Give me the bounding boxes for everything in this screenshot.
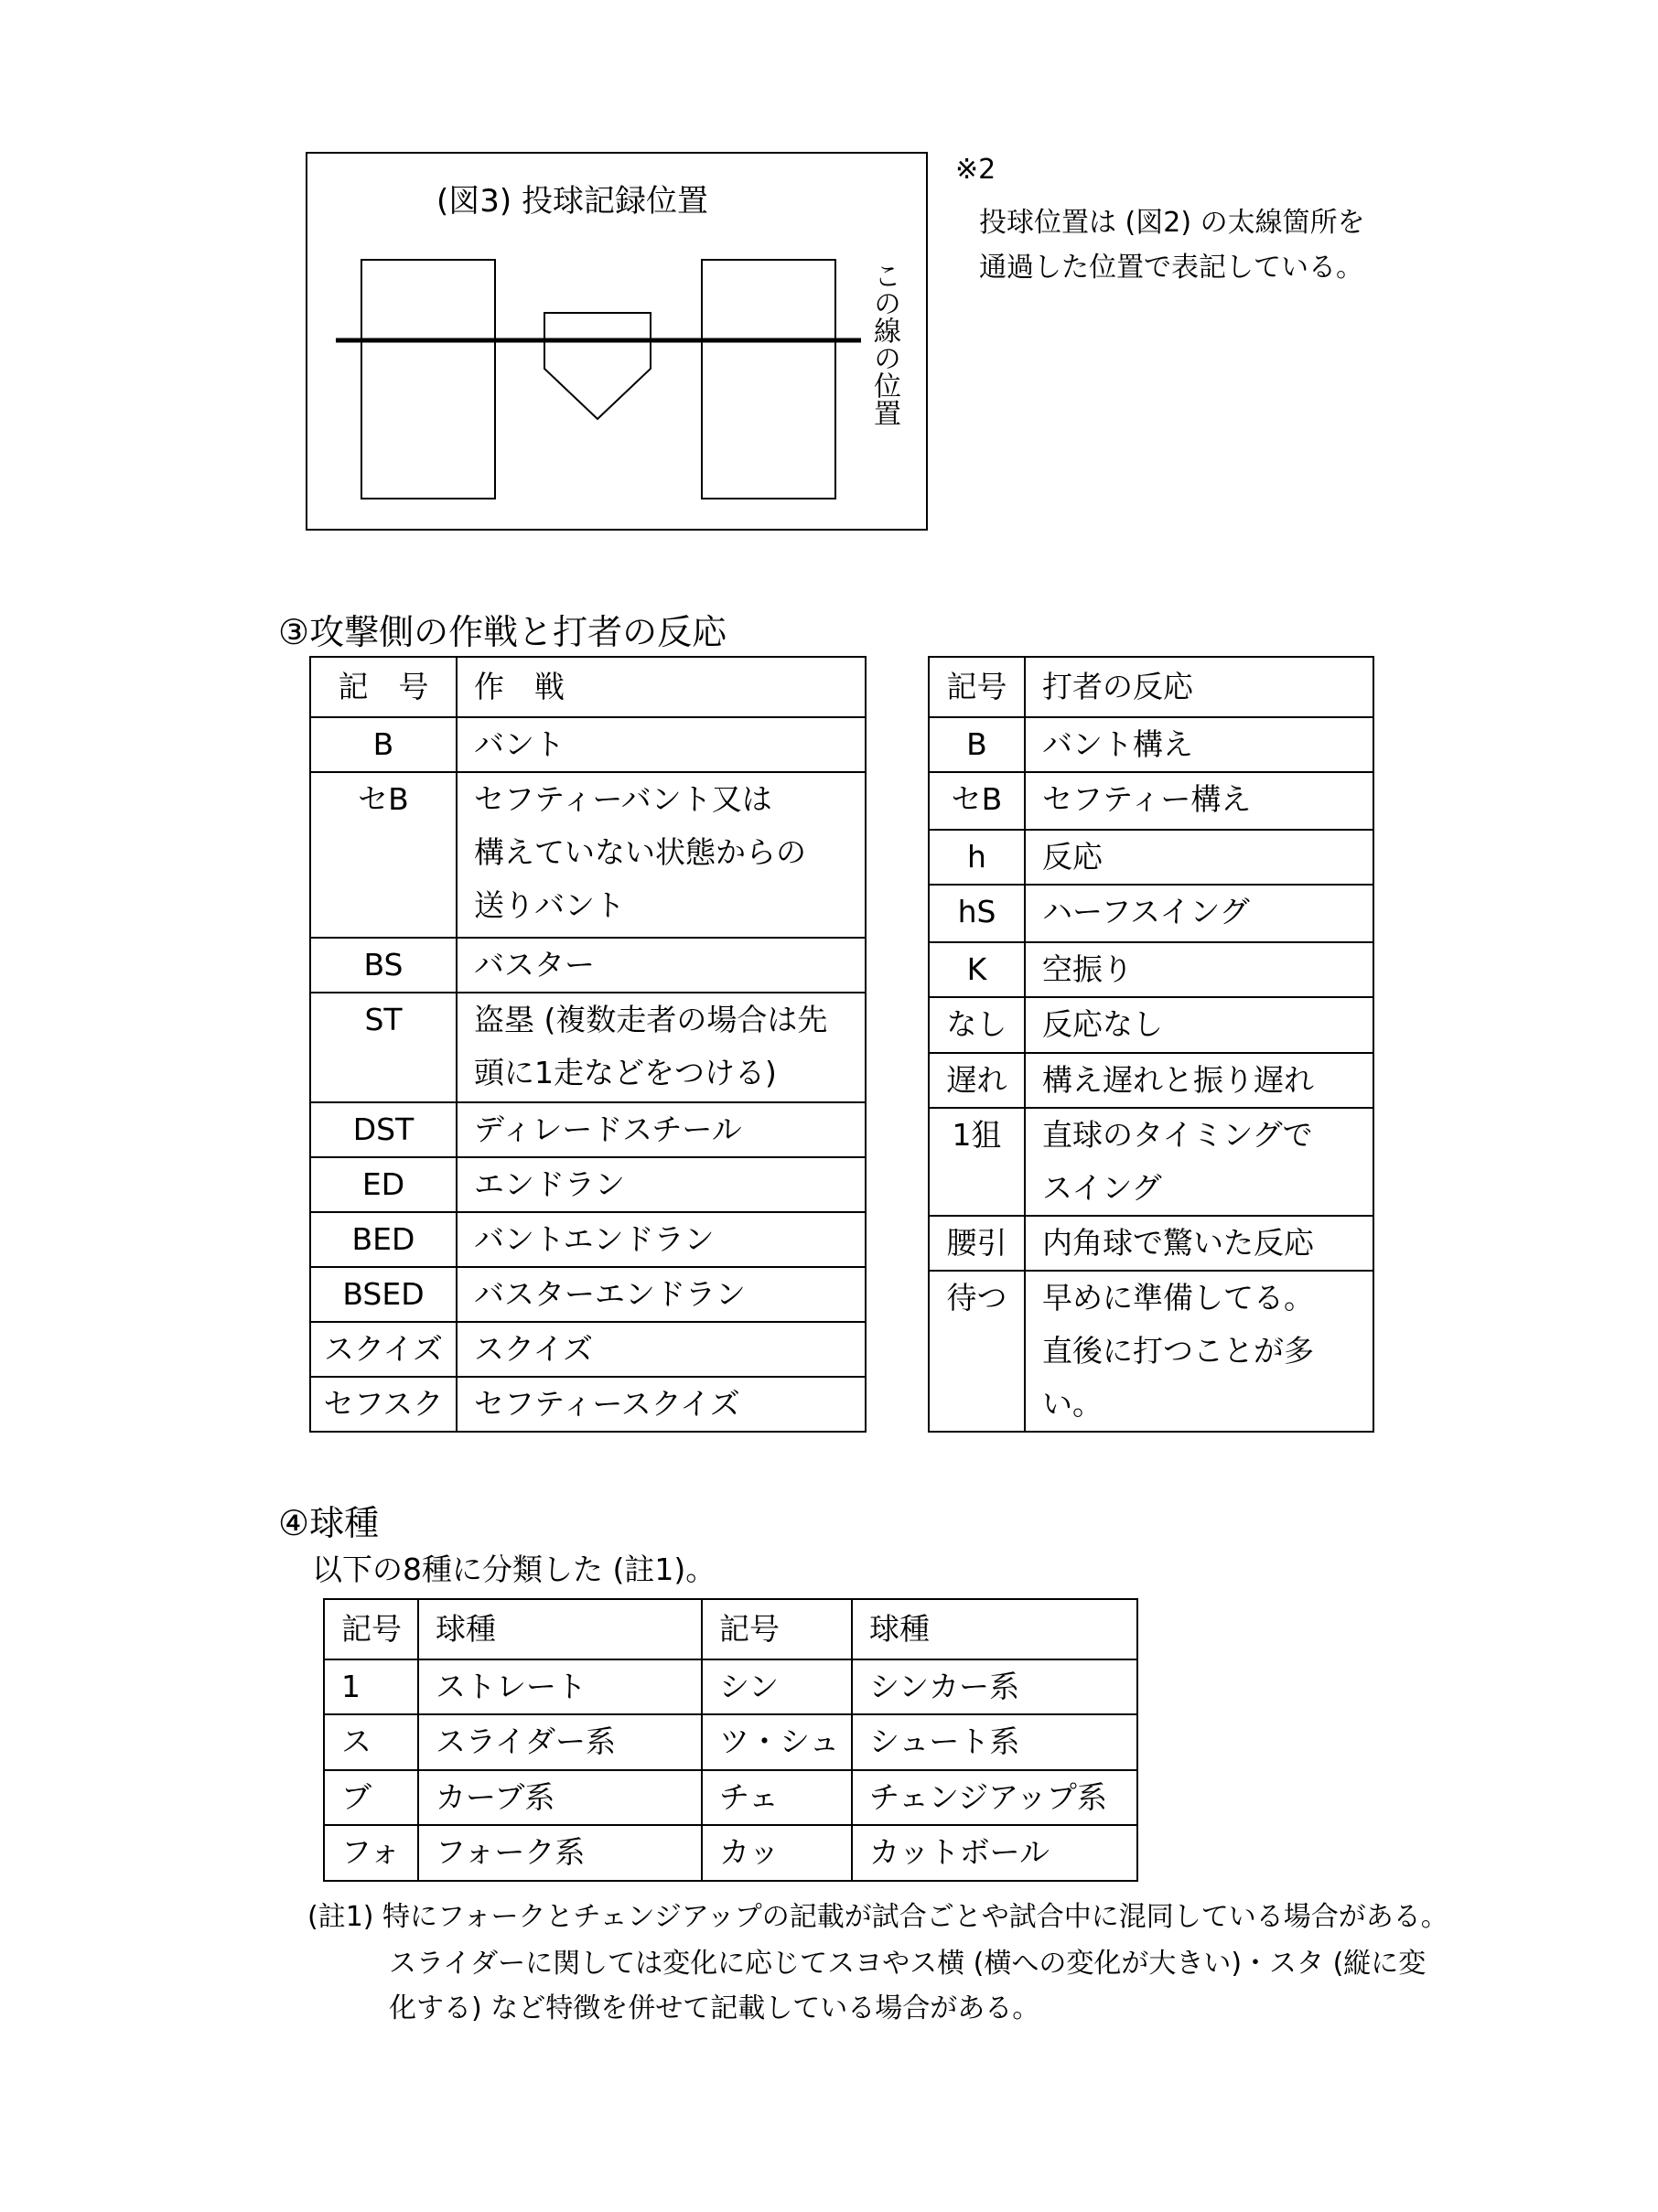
table-cell: チェ bbox=[702, 1770, 852, 1825]
table-cell: バント bbox=[457, 717, 866, 772]
table-row bbox=[929, 997, 1373, 1053]
table-cell: 反応 bbox=[1025, 830, 1373, 885]
table-row bbox=[310, 717, 866, 772]
table-cell: セB bbox=[929, 772, 1025, 830]
table-cell: ブ bbox=[324, 1770, 418, 1825]
section-3-title: ③攻撃側の作戦と打者の反応 bbox=[278, 612, 727, 652]
table-row bbox=[310, 1102, 866, 1157]
table-cell: h bbox=[929, 830, 1025, 885]
table-row bbox=[310, 1267, 866, 1322]
table-cell: ED bbox=[310, 1157, 457, 1212]
batter-box-right bbox=[702, 260, 835, 499]
table-row bbox=[929, 830, 1373, 885]
table-cell: なし bbox=[929, 997, 1025, 1053]
table-cell: 遅れ bbox=[929, 1053, 1025, 1108]
table-cell: ディレードスチール bbox=[457, 1102, 866, 1157]
table-cell: エンドラン bbox=[457, 1157, 866, 1212]
column-header: 記号 bbox=[929, 657, 1025, 717]
column-header: 記号 bbox=[702, 1599, 852, 1659]
table-cell: 待つ bbox=[929, 1271, 1025, 1432]
table-cell: スクイズ bbox=[310, 1322, 457, 1377]
table-cell: 1狙 bbox=[929, 1108, 1025, 1216]
table-cell: バント構え bbox=[1025, 717, 1373, 772]
table-cell: セフティースクイズ bbox=[457, 1377, 866, 1432]
table-cell: B bbox=[310, 717, 457, 772]
table-row bbox=[929, 1108, 1373, 1216]
table-cell: カットボール bbox=[852, 1825, 1137, 1881]
table-row bbox=[929, 1053, 1373, 1108]
table-cell: ストレート bbox=[418, 1659, 702, 1714]
table-cell: バスターエンドラン bbox=[457, 1267, 866, 1322]
table-row bbox=[324, 1659, 1137, 1714]
section-4-subtitle: 以下の8種に分類した (註1)。 bbox=[312, 1552, 716, 1587]
table-row bbox=[310, 1322, 866, 1377]
table-cell: セフティー構え bbox=[1025, 772, 1373, 830]
table-cell: セB bbox=[310, 772, 457, 938]
table-cell: DST bbox=[310, 1102, 457, 1157]
note-line: 通過した位置で表記している。 bbox=[979, 252, 1363, 284]
table-cell: シュート系 bbox=[852, 1714, 1137, 1770]
column-header: 球種 bbox=[418, 1599, 702, 1659]
table-row bbox=[324, 1714, 1137, 1770]
batter-reaction-table bbox=[928, 656, 1374, 1433]
pitch-type-table bbox=[323, 1598, 1138, 1882]
table-cell: BSED bbox=[310, 1267, 457, 1322]
table-row bbox=[929, 885, 1373, 942]
table-row bbox=[310, 1157, 866, 1212]
table-cell: 早めに準備してる。 直後に打つことが多い。 bbox=[1025, 1271, 1373, 1432]
table-cell: ツ・シュ bbox=[702, 1714, 852, 1770]
table-row bbox=[310, 938, 866, 993]
vertical-line-label: この線の位置 bbox=[868, 262, 900, 426]
table-row bbox=[929, 1271, 1373, 1432]
column-header: 作 戦 bbox=[457, 657, 866, 717]
table-row bbox=[310, 1377, 866, 1432]
table-cell: シン bbox=[702, 1659, 852, 1714]
column-header: 球種 bbox=[852, 1599, 1137, 1659]
figure-title: (図3) 投球記録位置 bbox=[436, 183, 708, 220]
table-cell: セフスク bbox=[310, 1377, 457, 1432]
home-plate bbox=[544, 313, 651, 419]
table-row bbox=[324, 1825, 1137, 1881]
table-cell: セフティーバント又は 構えていない状態からの 送りバント bbox=[457, 772, 866, 938]
footnote-line: (註1) 特にフォークとチェンジアップの記載が試合ごとや試合中に混同している場合がある。 bbox=[307, 1901, 1448, 1933]
note-mark: ※2 bbox=[955, 154, 996, 186]
table-cell: hS bbox=[929, 885, 1025, 942]
table-cell: スライダー系 bbox=[418, 1714, 702, 1770]
batter-box-left bbox=[361, 260, 495, 499]
table-row bbox=[929, 717, 1373, 772]
strategy-table bbox=[309, 656, 867, 1433]
table-cell: バスター bbox=[457, 938, 866, 993]
table-cell: フォ bbox=[324, 1825, 418, 1881]
table-cell: ハーフスイング bbox=[1025, 885, 1373, 942]
table-cell: 空振り bbox=[1025, 942, 1373, 997]
table-cell: ST bbox=[310, 993, 457, 1102]
table-cell: BS bbox=[310, 938, 457, 993]
footnote-line: スライダーに関しては変化に応じてスヨやス横 (横への変化が大きい)・スタ (縦に変 bbox=[389, 1948, 1427, 1980]
table-row bbox=[310, 1212, 866, 1267]
table-cell: 構え遅れと振り遅れ bbox=[1025, 1053, 1373, 1108]
table-row bbox=[310, 993, 866, 1102]
table-cell: カーブ系 bbox=[418, 1770, 702, 1825]
table-cell: 盗塁 (複数走者の場合は先 頭に1走などをつける) bbox=[457, 993, 866, 1102]
table-cell: チェンジアップ系 bbox=[852, 1770, 1137, 1825]
header-row bbox=[929, 657, 1373, 717]
table-cell: カッ bbox=[702, 1825, 852, 1881]
header-row bbox=[324, 1599, 1137, 1659]
table-row bbox=[929, 772, 1373, 830]
table-cell: バントエンドラン bbox=[457, 1212, 866, 1267]
footnote-line: 化する) など特徴を併せて記載している場合がある。 bbox=[389, 1992, 1040, 2024]
table-cell: 直球のタイミングで スイング bbox=[1025, 1108, 1373, 1216]
section-4-title: ④球種 bbox=[278, 1503, 380, 1543]
table-cell: ス bbox=[324, 1714, 418, 1770]
table-row bbox=[929, 942, 1373, 997]
column-header: 記号 bbox=[324, 1599, 418, 1659]
table-row bbox=[324, 1770, 1137, 1825]
table-cell: 腰引 bbox=[929, 1216, 1025, 1271]
table-cell: 1 bbox=[324, 1659, 418, 1714]
column-header: 記 号 bbox=[310, 657, 457, 717]
column-header: 打者の反応 bbox=[1025, 657, 1373, 717]
note-line: 投球位置は (図2) の太線箇所を bbox=[979, 207, 1365, 239]
table-cell: B bbox=[929, 717, 1025, 772]
table-cell: シンカー系 bbox=[852, 1659, 1137, 1714]
table-cell: スクイズ bbox=[457, 1322, 866, 1377]
table-cell: BED bbox=[310, 1212, 457, 1267]
table-row bbox=[929, 1216, 1373, 1271]
table-row bbox=[310, 772, 866, 938]
table-cell: 内角球で驚いた反応 bbox=[1025, 1216, 1373, 1271]
header-row bbox=[310, 657, 866, 717]
table-cell: フォーク系 bbox=[418, 1825, 702, 1881]
table-cell: K bbox=[929, 942, 1025, 997]
table-cell: 反応なし bbox=[1025, 997, 1373, 1053]
